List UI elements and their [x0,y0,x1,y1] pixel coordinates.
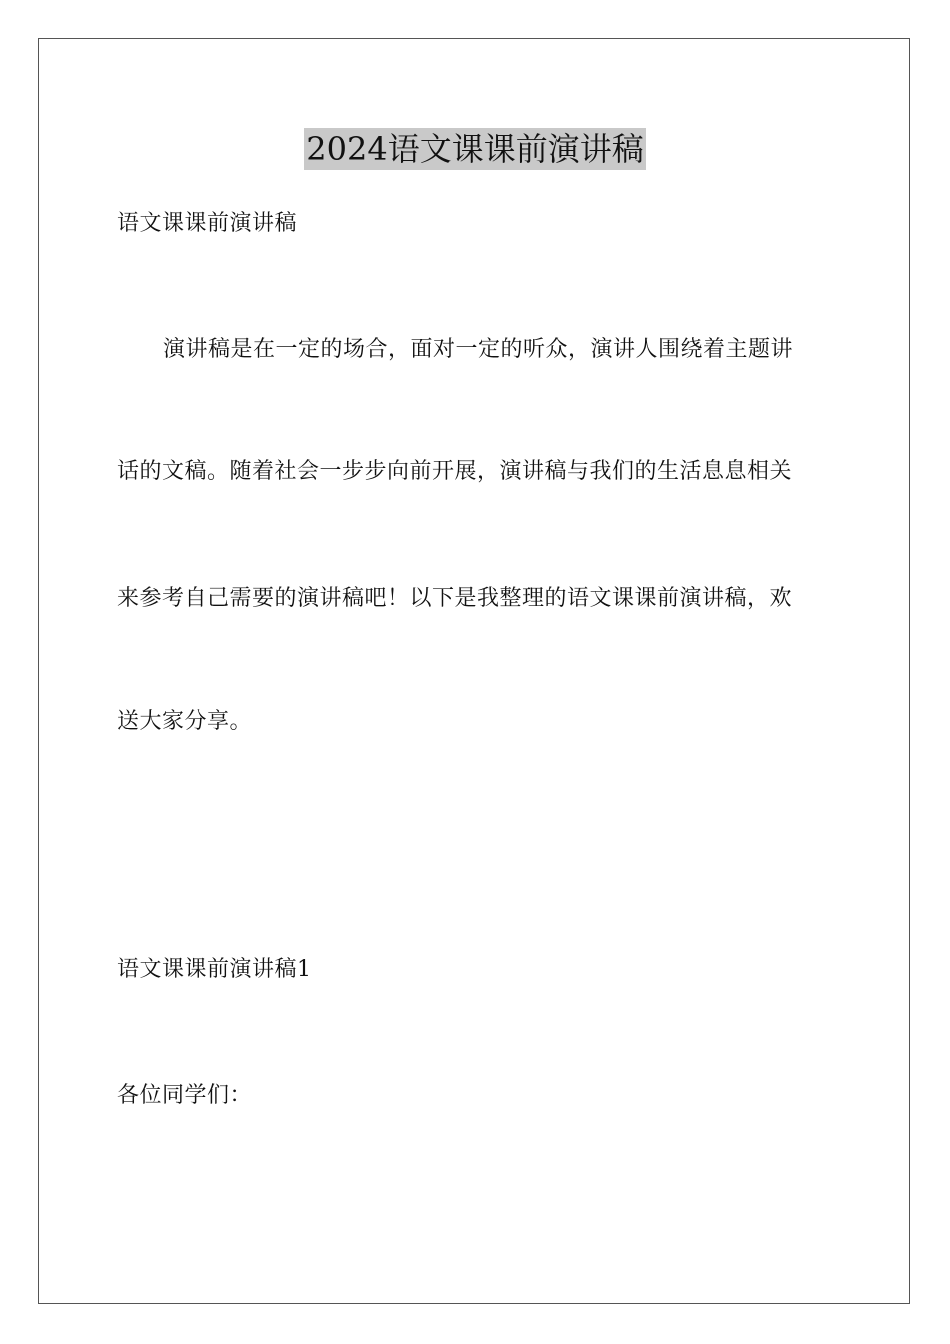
section-heading: 语文课课前演讲稿1 [117,957,312,982]
intro-line-3: 来参考自己需要的演讲稿吧！以下是我整理的语文课课前演讲稿，欢 [117,586,793,611]
intro-line-4: 送大家分享。 [117,709,253,734]
intro-line-1: 演讲稿是在一定的场合，面对一定的听众，演讲人围绕着主题讲 [163,337,794,362]
document-title: 2024语文课课前演讲稿 [306,130,644,168]
title-container [0,128,950,170]
intro-line-2: 话的文稿。随着社会一步步向前开展，演讲稿与我们的生活息息相关 [117,459,793,484]
greeting: 各位同学们： [117,1083,253,1108]
document-subtitle: 语文课课前演讲稿 [117,211,298,236]
